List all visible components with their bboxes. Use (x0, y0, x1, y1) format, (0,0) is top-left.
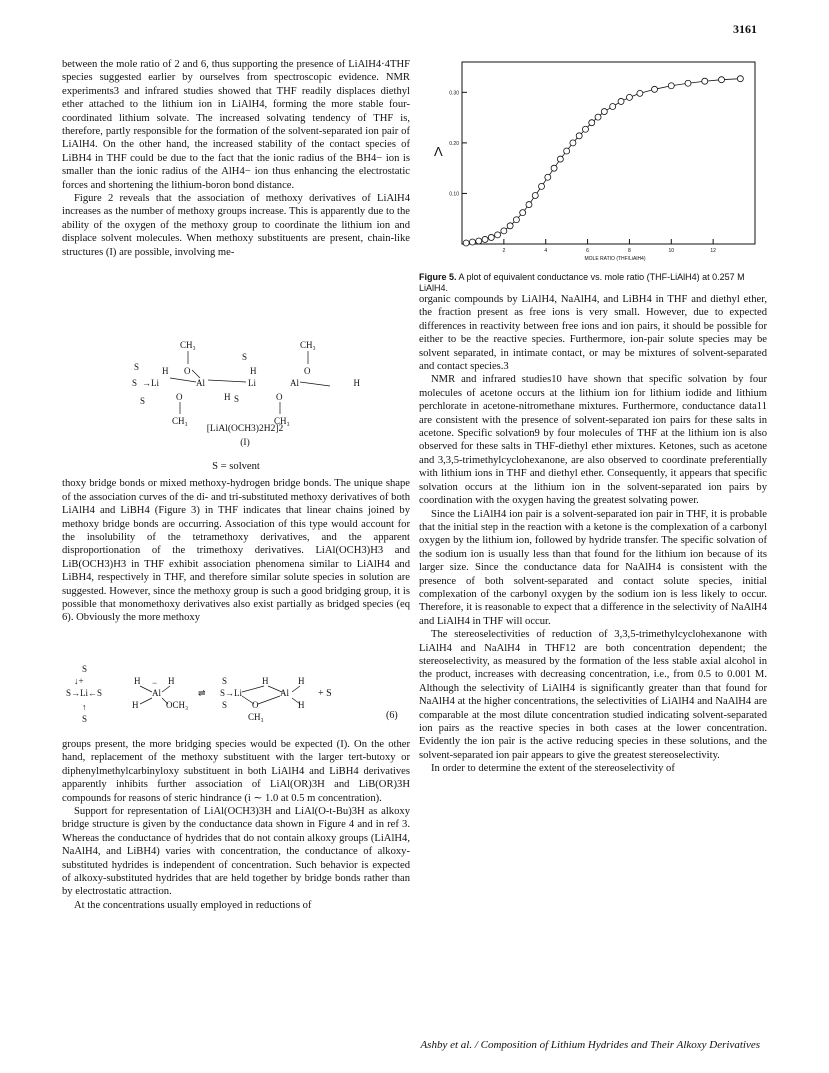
svg-text:H: H (134, 676, 141, 686)
data-point (501, 228, 507, 234)
svg-text:CH₃: CH₃ (248, 712, 264, 722)
paragraph: Support for representation of LiAl(OCH3)3H and LiAl(O-t-Bu)3H as alkoxy bridge structure is given by the conductance data shown in Figure 4 and in ref 3. Whereas the conductance of hydrides that do not contain alkoxy groups (LiAlH4, NaAlH4, and LiBH4) varies with concentration, the conductance of alkoxy-substituted hydrides is independent of concentration. Such behavior is expected of alkoxy-substituted hydrides that are held together by bridge bonds rather than by electrostatic attraction. (62, 806, 410, 898)
paragraph: organic compounds by LiAlH4, NaAlH4, and LiBH4 in THF and diethyl ether, the fraction present as free ions is very small. However, due to expected differences in reactivity between free ions and ion pairs, it should be possible for either to be the reactive species. Furthermore, ion-pair solute species may be solvent separated, in intimate contact, or may be mixtures of solvent-separated and contact species.3 (419, 294, 767, 373)
svg-text:H: H (298, 676, 305, 686)
svg-text:S: S (234, 394, 240, 404)
equation-6-diagram (62, 664, 410, 736)
svg-text:O: O (252, 700, 259, 710)
data-point (601, 109, 607, 115)
right-column (419, 293, 767, 776)
svg-text:S→Li←S: S→Li←S (66, 688, 103, 698)
svg-text:Al: Al (290, 378, 299, 388)
svg-text:CH₃: CH₃ (172, 416, 188, 426)
paragraph: The stereoselectivities of reduction of 3,3,5-trimethylcyclohexanone with LiAlH4 and NaAlH4 in THF12 are both concentration dependent; the stereoselectivity, as measured by the formation of the less stable axial alcohol in the product, increases with decreasing concentration, i.e., from 0.5 to 0.001 M. Although the selectivity of LiAlH4 is significantly greater than that found for NaAlH4 at the higher concentrations, the selectivities of LiAlH4 and NaAlH4 are comparable at the most dilute concentration studied indicating solvent-separated ion pairs as the reactive species in both cases at the lower concentration. Evidently the ion pair is the active reducing species in these solutions, and the solvent-separated ion pair appears to give the greatest stereoselectivity. (419, 629, 767, 761)
data-point (595, 114, 601, 120)
svg-text:S: S (140, 396, 146, 406)
data-point (589, 120, 595, 126)
x-tick-label: 10 (668, 248, 675, 254)
svg-text:H: H (168, 676, 175, 686)
svg-text:⇌: ⇌ (198, 688, 206, 698)
equation-6-plus-solvent: + S (318, 688, 332, 699)
svg-text:OCH₃: OCH₃ (166, 700, 189, 710)
data-point (618, 98, 624, 104)
x-tick-label: 8 (628, 248, 631, 254)
data-point (513, 217, 519, 223)
y-tick-label: 0.20 (449, 140, 459, 147)
svg-text:O: O (304, 366, 311, 376)
data-point (576, 133, 582, 139)
paragraph: At the concentrations usually employed in reductions of (74, 899, 312, 911)
svg-text:S: S (82, 714, 88, 724)
svg-text:H: H (250, 366, 257, 376)
data-point (637, 90, 643, 96)
data-point (482, 236, 488, 242)
svg-text:S: S (242, 352, 248, 362)
paragraph: groups present, the more bridging species would be expected (I). On the other hand, replacement of the methoxy substituent with the larger tert-butoxy or diphenylmethylcarbinyloxy substituent in both LiAlH4 and LiBH4 derivatives apparently inhibits further association of LiAl(OR)3H and LiB(OR)3H compounds for reasons of steric hindrance (i ∼ 1.0 at 0.5 m concentration). (62, 739, 410, 804)
data-point (495, 232, 501, 238)
svg-text:O: O (276, 392, 283, 402)
data-point (685, 80, 691, 86)
figure-5-caption-label: Figure 5. (419, 272, 457, 282)
svg-text:Al: Al (152, 688, 161, 698)
svg-text:H: H (262, 676, 269, 686)
data-point (507, 223, 513, 229)
data-point (526, 202, 532, 208)
data-point (610, 103, 616, 109)
svg-text:H: H (162, 366, 169, 376)
left-column-bottom (62, 738, 410, 912)
svg-text:CH₃: CH₃ (180, 340, 196, 350)
x-axis-label: MOLE RATIO (THF/LiAlH4) (584, 256, 646, 262)
x-tick-label: 6 (586, 248, 589, 254)
svg-text:H: H (224, 392, 231, 402)
series-line (466, 79, 740, 243)
structure-I-label: (I) (240, 438, 250, 448)
svg-text:CH₃: CH₃ (300, 340, 316, 350)
data-point (520, 210, 526, 216)
svg-text:S: S (134, 362, 140, 372)
data-point (737, 76, 743, 82)
svg-text:H: H (353, 378, 360, 388)
svg-text:S: S (82, 664, 88, 674)
data-point (551, 165, 557, 171)
data-point (539, 183, 545, 189)
data-point (532, 192, 538, 198)
svg-text:↑: ↑ (82, 702, 87, 712)
figure-5-chart (420, 52, 765, 266)
data-point (702, 78, 708, 84)
left-column-middle (62, 461, 410, 625)
equation-6-number: (6) (386, 710, 398, 721)
svg-text:→Li: →Li (142, 378, 159, 388)
x-tick-label: 12 (710, 248, 716, 254)
data-point (626, 94, 632, 100)
svg-text:Li: Li (248, 378, 256, 388)
solvent-legend: S = solvent (212, 461, 260, 472)
data-point (564, 148, 570, 154)
paragraph: Since the LiAlH4 ion pair is a solvent-separated ion pair in THF, it is probable that the initial step in the reaction with a ketone is the complexation of a carbonyl oxygen by the lithium ion, followed by hydride transfer. The specific solvation of the sodium ion is usually less than that found for the lithium ion because of its larger size. Since the conductance data for NaAlH4 is consistent with the presence of both solvent-separated and contact solute species, initial complexation of the carbonyl oxygen by the sodium ion is less likely to occur. Therefore, it is reasonable to expect that a difference in the selectivity of NaAlH4 and LiAlH4 in THF will occur. (419, 508, 767, 627)
data-point (582, 126, 588, 132)
svg-text:−: − (152, 678, 158, 688)
plot-frame (462, 62, 755, 244)
svg-text:H: H (298, 700, 305, 710)
svg-text:S: S (132, 378, 138, 388)
paragraph: NMR and infrared studies10 have shown that specific solvation by four molecules of acetone occurs at the lithium ion for lithium iodide and lithium perchlorate in acetone-nitromethane mixtures. Furthermore, conductance data11 are consistent with the presence of solvent-separated ion pairs for these salts in acetone. Specific solvation9 by four molecules of THF at the lithium ion is also observed for these salts in THF-diethyl ether mixtures. Ketones, such as acetone and 3,3,5-trimethylcyclohexanone, are also observed to coordinate preferentially with lithium ions in THF and diethyl ether. Consequently, it appears that specific solvation occurs at the lithium ion in the solvent-separated ion pairs by coordination with the oxygen having the greatest solvating power. (419, 374, 767, 507)
y-tick-label: 0.10 (449, 191, 459, 198)
svg-text:H: H (132, 700, 139, 710)
paragraph: Figure 2 reveals that the association of methoxy derivatives of LiAlH4 increases as the number of methoxy groups increase. This is apparently due to the ability of the oxygen of the methoxy group to coordinate the lithium ion and displace solvent molecules. When methoxy substituents are present, chain-like structures (I) are possible, involving me- (62, 193, 410, 258)
data-point (557, 156, 563, 162)
data-point (463, 240, 469, 246)
page-number: 3161 (733, 22, 757, 36)
svg-text:S→Li: S→Li (220, 688, 243, 698)
paragraph: thoxy bridge bonds or mixed methoxy-hydrogen bridge bonds. The unique shape of the association curves of the di- and tri-substituted methoxy derivatives of both LiAlH4 and LiBH4 (Figure 3) in THF indicates that linear chains joined by methoxy bridge bonds are occurring. Association of this type would account for the insolubility of the tetramethoxy derivatives, and the apparent disproportionation of the trimethoxy derivatives. LiAl(OCH3)H3 and LiB(OCH3)H3 in THF exhibit association phenomena similar to LiAlH4 and LiBH4, respectively in THF, and therefore similar solute species in solution are suggested. However, since the methoxy group is such a good bridging group, it is possible that monomethoxy derivatives also exist partially as bridged species (eq 6). Obviously the more methoxy (62, 478, 410, 624)
svg-text:O: O (184, 366, 191, 376)
data-point (488, 234, 494, 240)
left-column-top (62, 58, 410, 259)
data-point (469, 239, 475, 245)
data-point (545, 174, 551, 180)
structure-I-formula: [LiAl(OCH3)2H2]2 (206, 424, 284, 434)
svg-text:CH₃: CH₃ (274, 416, 290, 426)
x-tick-label: 4 (544, 248, 548, 254)
paragraph: In order to determine the extent of the stereoselectivity of (431, 763, 675, 775)
figure-5-caption (419, 272, 765, 294)
data-point (476, 238, 482, 244)
svg-text:Al: Al (196, 378, 205, 388)
data-point (570, 140, 576, 146)
svg-text:Al: Al (280, 688, 289, 698)
y-axis-label: Λ (434, 144, 443, 159)
data-point (719, 77, 725, 83)
svg-text:S: S (222, 676, 228, 686)
data-point (668, 83, 674, 89)
y-tick-label: 0.30 (449, 90, 459, 97)
data-point (652, 86, 658, 92)
figure-5-caption-text: A plot of equivalent conductance vs. mole ratio (THF-LiAlH4) at 0.257 M LiAlH4. (419, 272, 745, 293)
page-footer: Ashby et al. / Composition of Lithium Hydrides and Their Alkoxy Derivatives (420, 1039, 760, 1051)
paragraph: between the mole ratio of 2 and 6, thus supporting the presence of LiAlH4·4THF species suggested earlier by ourselves from spectroscopic evidence. NMR experiments3 and infrared studies showed that THF readily displaces diethyl ether attached to the lithium ion in LiAlH4, forming the more stable four-coordinated lithium solvate. The increased solvating tendency of THF is, therefore, partly responsible for the formation of the solvent-separated ion pair of LiAlH4. On the other hand, the increased stability of the contact species of LiBH4 in THF could be due to the fact that the ionic radius of the BH4− ion is smaller than the ionic radius of the AlH4− ion thus enhancing the electrostatic forces and shortening the lithium-boron bond distance. (62, 59, 410, 191)
svg-text:S: S (222, 700, 228, 710)
svg-text:↓+: ↓+ (74, 676, 84, 686)
svg-text:O: O (176, 392, 183, 402)
x-tick-label: 2 (502, 248, 506, 254)
